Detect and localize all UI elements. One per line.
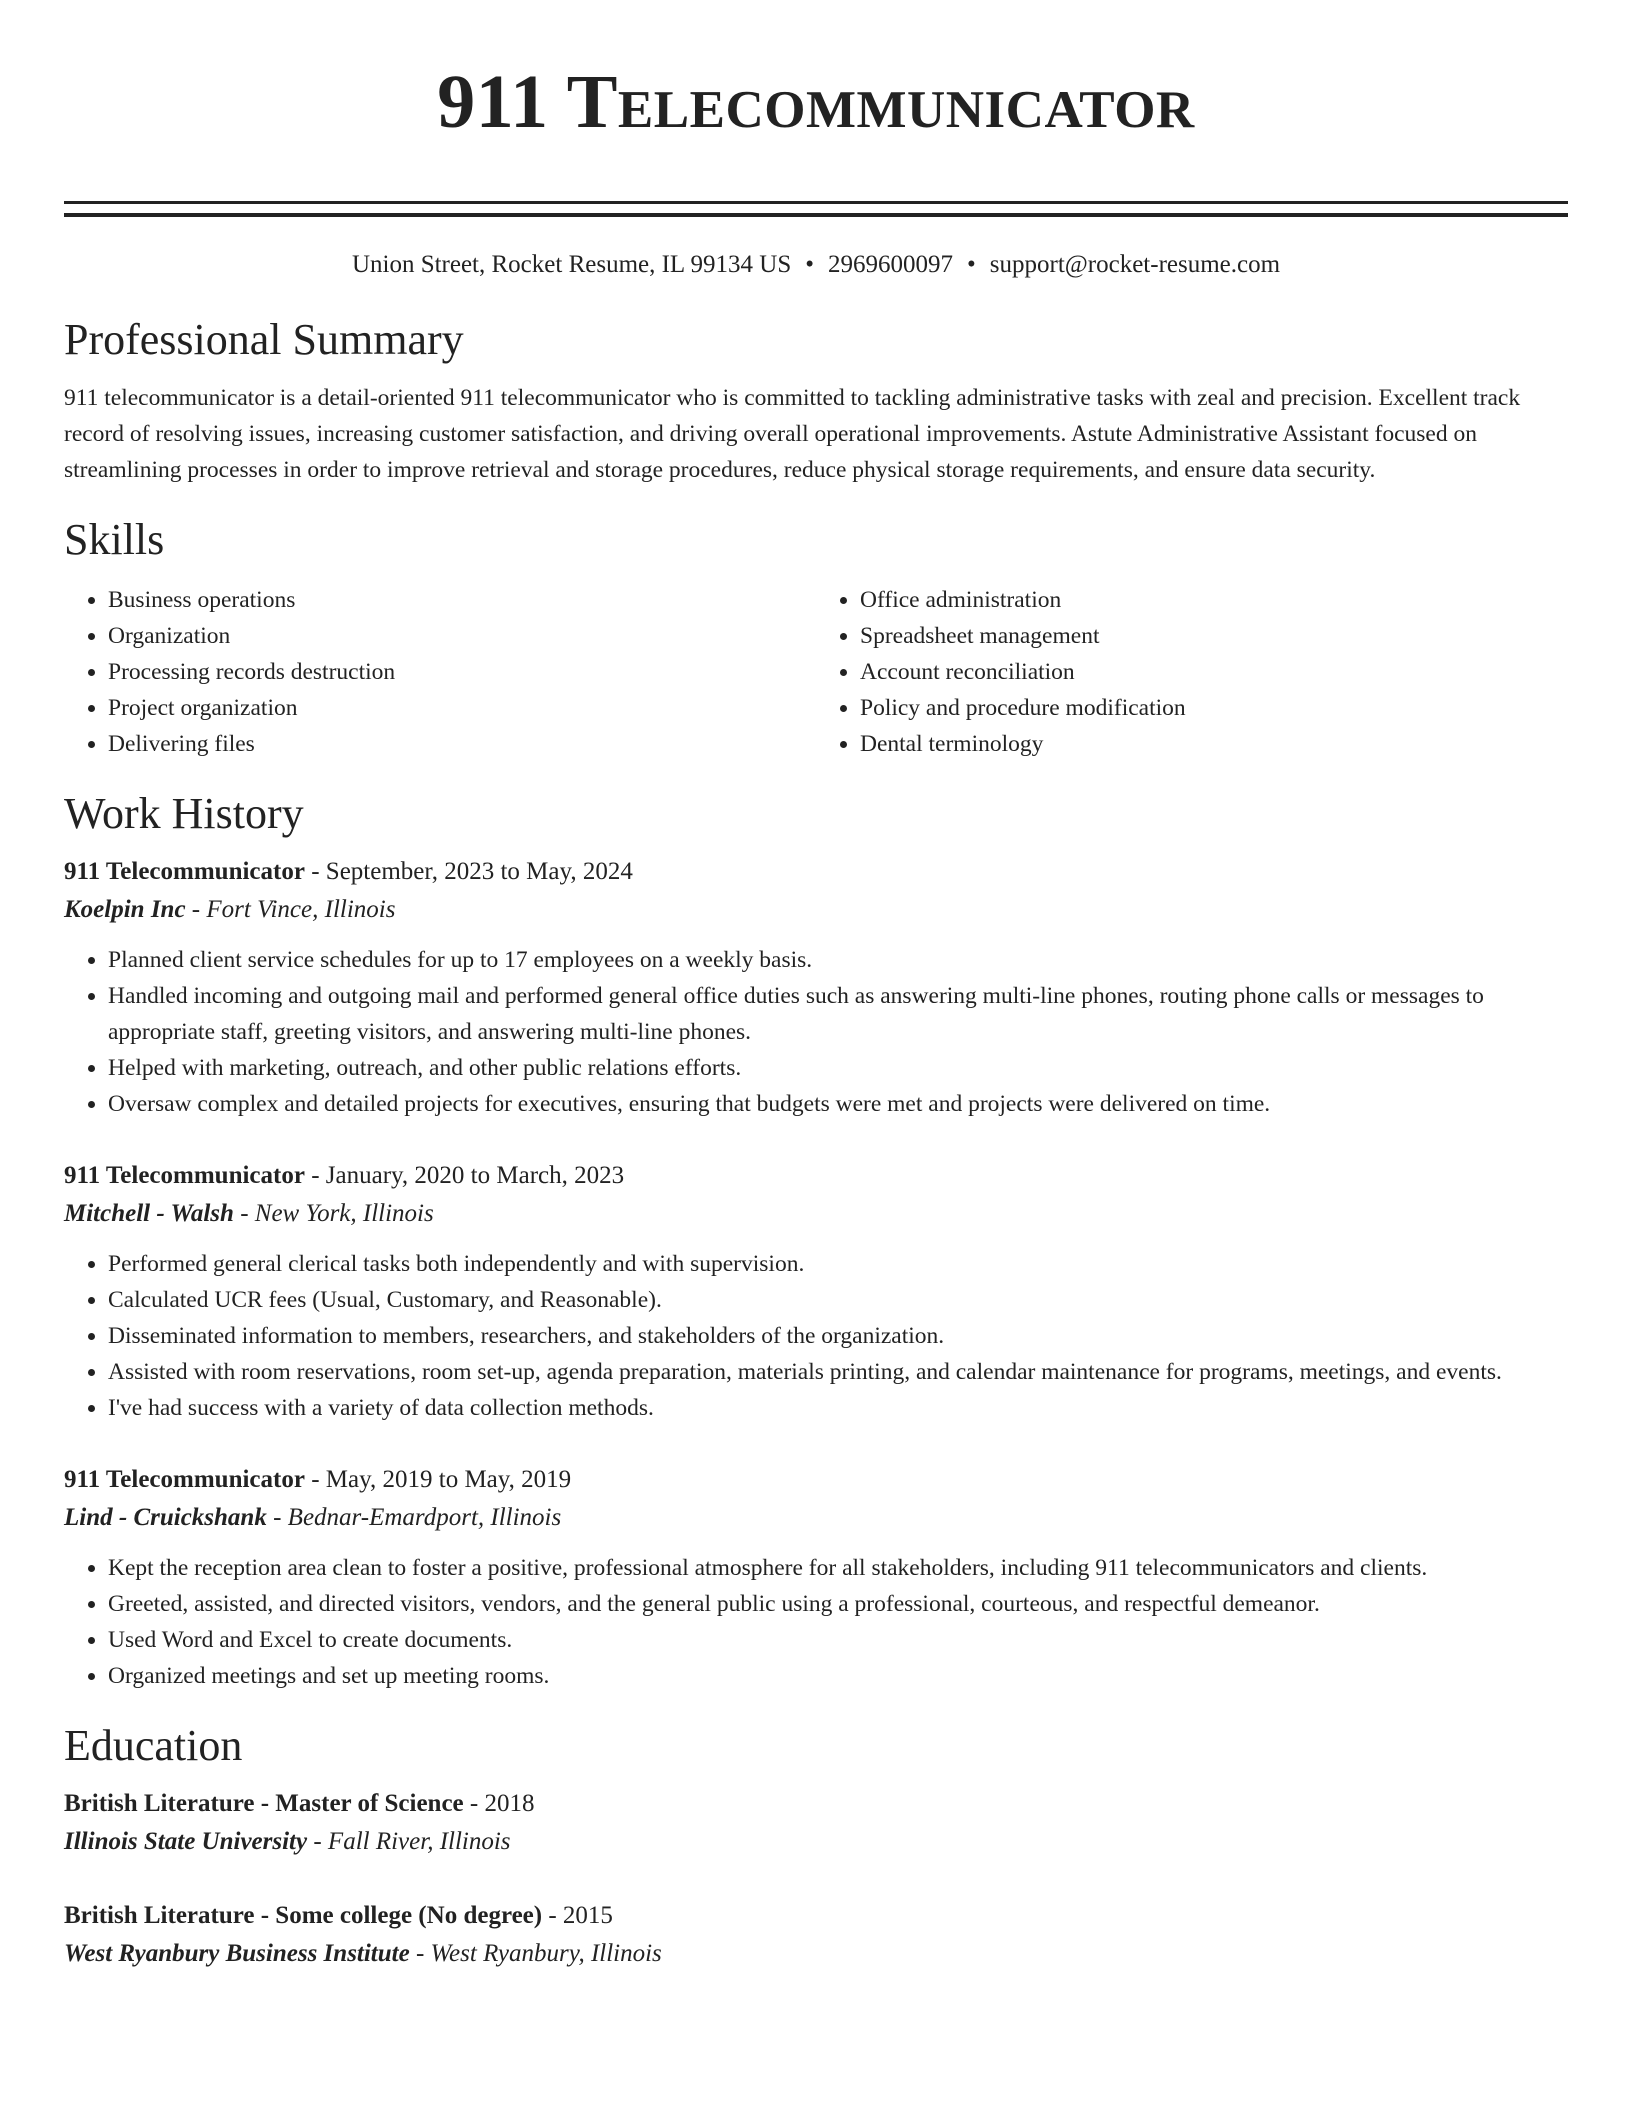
education-school: West Ryanbury Business Institute xyxy=(64,1940,410,1967)
job-company-line xyxy=(64,890,1568,930)
job-bullet: • Helped with marketing, outreach, and other public relations efforts. xyxy=(108,1050,1568,1086)
skill-item: • Business operations xyxy=(108,582,816,618)
job-bullets xyxy=(64,1550,1568,1694)
job-bullet: • Assisted with room reservations, room set-up, agenda preparation, materials printing, and calendar maintenance for programs, meetings, and events. xyxy=(108,1354,1568,1390)
job-bullet: • Greeted, assisted, and directed visitors, vendors, and the general public using a professional, courteous, and respectful demeanor. xyxy=(108,1586,1568,1622)
skill-item: • Project organization xyxy=(108,690,816,726)
contact-email: support@rocket-resume.com xyxy=(989,251,1281,278)
skill-item: • Office administration xyxy=(860,582,1568,618)
contact-line xyxy=(64,250,1568,280)
job-title-line xyxy=(64,1462,1568,1498)
education-location: - Fall River, Illinois xyxy=(307,1828,511,1855)
job-company: Mitchell - Walsh xyxy=(64,1200,234,1227)
skill-item: • Organization xyxy=(108,618,816,654)
skills-column-right xyxy=(816,582,1568,762)
education-school-line xyxy=(64,1934,1568,1974)
skills-heading: Skills xyxy=(64,515,165,564)
job-location: - Bednar-Emardport, Illinois xyxy=(266,1504,562,1531)
job-bullet: • Oversaw complex and detailed projects for executives, ensuring that budgets were met and projects were delivered on time. xyxy=(108,1086,1568,1122)
education-location: - West Ryanbury, Illinois xyxy=(409,1940,662,1967)
name-rest: elecommunicator xyxy=(617,60,1195,144)
job-dates: - January, 2020 to March, 2023 xyxy=(304,1162,625,1189)
skill-item: • Account reconciliation xyxy=(860,654,1568,690)
header-divider xyxy=(64,201,1568,217)
job-title-line xyxy=(64,854,1568,890)
job-bullet: • Planned client service schedules for up to 17 employees on a weekly basis. xyxy=(108,942,1568,978)
education-year: - 2018 xyxy=(463,1790,535,1817)
skill-item: • Processing records destruction xyxy=(108,654,816,690)
education-entry xyxy=(64,1786,1568,1862)
skill-item: • Dental terminology xyxy=(860,726,1568,762)
education-heading: Education xyxy=(64,1721,243,1770)
summary-heading: Professional Summary xyxy=(64,315,464,364)
contact-separator: • xyxy=(805,251,814,278)
job-bullet: • Kept the reception area clean to foster a positive, professional atmosphere for all stakeholders, including 911 telecommunicators and clients. xyxy=(108,1550,1568,1586)
job-entry xyxy=(64,1462,1568,1694)
education-degree: British Literature - Some college (No degree) xyxy=(64,1902,543,1929)
education-entry xyxy=(64,1898,1568,1974)
job-title: 911 Telecommunicator xyxy=(64,858,305,885)
job-title: 911 Telecommunicator xyxy=(64,1162,305,1189)
job-bullet: • Handled incoming and outgoing mail and performed general office duties such as answering multi-line phones, routing phone calls or messages to appropriate staff, greeting visitors, and answering multi-line phones. xyxy=(108,978,1568,1050)
job-bullet: • Disseminated information to members, researchers, and stakeholders of the organization. xyxy=(108,1318,1568,1354)
education-year: - 2015 xyxy=(542,1902,613,1929)
contact-phone: 2969600097 xyxy=(828,251,953,278)
job-company-line xyxy=(64,1498,1568,1538)
job-company: Koelpin Inc xyxy=(64,896,186,923)
candidate-name xyxy=(64,0,1568,168)
job-bullet: • Performed general clerical tasks both independently and with supervision. xyxy=(108,1246,1568,1282)
job-bullet: • Organized meetings and set up meeting rooms. xyxy=(108,1658,1568,1694)
skills-list-left xyxy=(64,582,816,762)
education-school: Illinois State University xyxy=(64,1828,308,1855)
skill-item: • Delivering files xyxy=(108,726,816,762)
education-degree: British Literature - Master of Science xyxy=(64,1790,464,1817)
job-company-line xyxy=(64,1194,1568,1234)
contact-address: Union Street, Rocket Resume, IL 99134 US xyxy=(351,251,792,278)
job-bullets xyxy=(64,1246,1568,1426)
skill-item: • Policy and procedure modification xyxy=(860,690,1568,726)
job-dates: - May, 2019 to May, 2019 xyxy=(304,1466,572,1493)
skills-column-left xyxy=(64,582,816,762)
education-school-line xyxy=(64,1822,1568,1862)
job-location: - New York, Illinois xyxy=(233,1200,434,1227)
work-history-heading: Work History xyxy=(64,789,304,838)
name-first: 911 T xyxy=(437,60,618,144)
job-dates: - September, 2023 to May, 2024 xyxy=(304,858,633,885)
contact-separator: • xyxy=(967,251,976,278)
skills-grid xyxy=(64,582,1568,762)
education-section xyxy=(64,1720,1568,1974)
education-degree-line xyxy=(64,1786,1568,1822)
job-title: 911 Telecommunicator xyxy=(64,1466,305,1493)
job-bullets xyxy=(64,942,1568,1122)
education-degree-line xyxy=(64,1898,1568,1934)
skills-section xyxy=(64,514,1568,762)
job-bullet: • Calculated UCR fees (Usual, Customary, and Reasonable). xyxy=(108,1282,1568,1318)
job-bullet: • Used Word and Excel to create documents. xyxy=(108,1622,1568,1658)
skills-list-right xyxy=(816,582,1568,762)
job-title-line xyxy=(64,1158,1568,1194)
job-location: - Fort Vince, Illinois xyxy=(185,896,396,923)
summary-section xyxy=(64,314,1568,488)
job-company: Lind - Cruickshank xyxy=(64,1504,267,1531)
job-entry xyxy=(64,854,1568,1122)
work-history-section xyxy=(64,788,1568,1694)
skill-item: • Spreadsheet management xyxy=(860,618,1568,654)
summary-text: 911 telecommunicator is a detail-oriented 911 telecommunicator who is committed to tackling administrative tasks with zeal and precision. Excellent track record of resolving issues, increasing customer satisfaction, and driving overall operational improvements. Astute Administrative Assistant focused on streamlining processes in order to improve retrieval and storage procedures, reduce physical storage requirements, and ensure data security. xyxy=(64,385,1521,483)
job-entry xyxy=(64,1158,1568,1426)
job-bullet: • I've had success with a variety of data collection methods. xyxy=(108,1390,1568,1426)
